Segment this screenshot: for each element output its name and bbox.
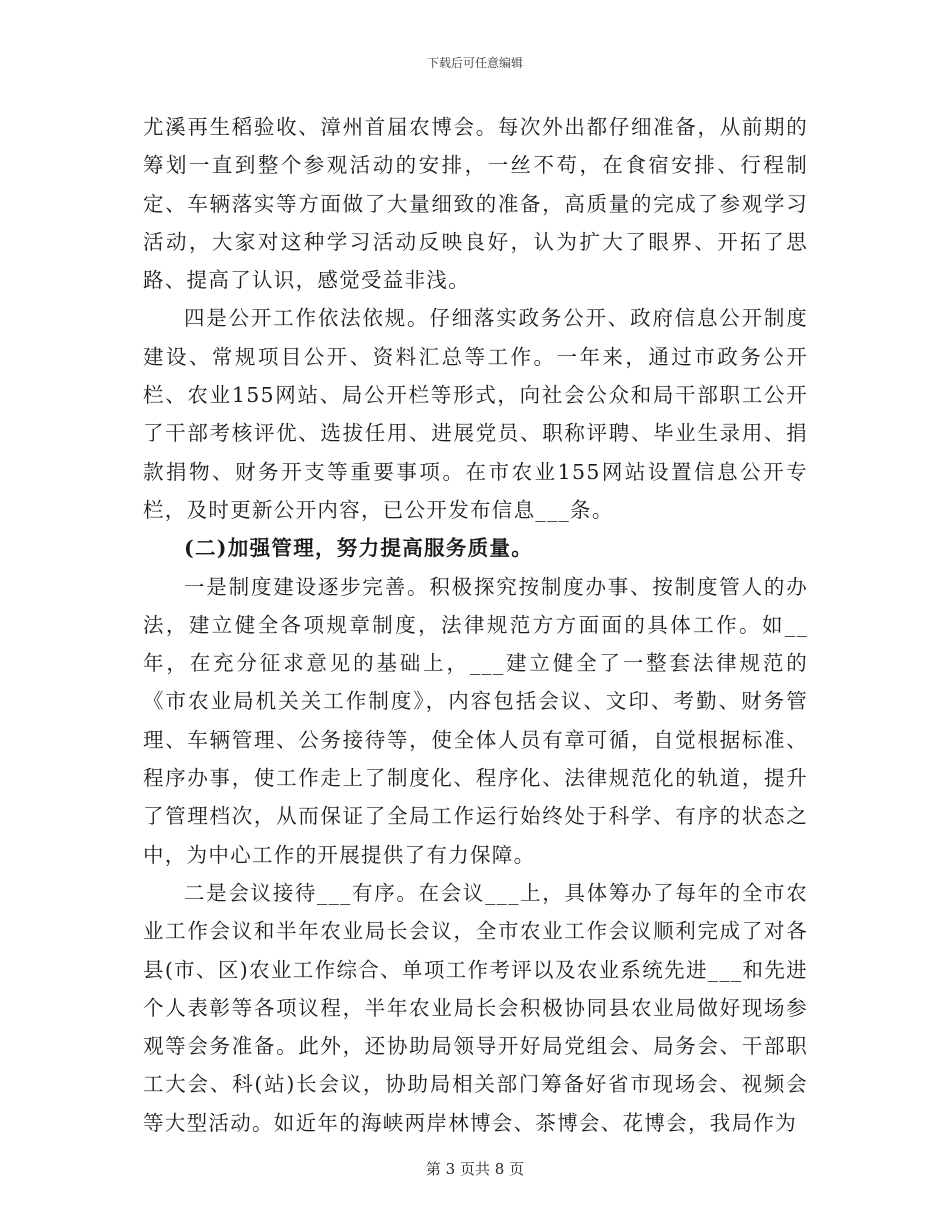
page-header: 下载后可任意编辑: [426, 56, 523, 70]
paragraph-4: 二是会议接待___有序。在会议___上，具体筹办了每年的全市农业工作会议和半年农业局长会议，全市农业工作会议顺利完成了对各县(市、区)农业工作综合、单项工作考评以及农业系统先进___和先进个人表彰等各项议程，半年农业局长会积极协同县农业局做好现场参观等会务准备。此外，还协助局领导开好局党组会、局务会、干部职工大会、科(站)长会议，协助局相关部门筹备好省市现场会、视频会等大型活动。如近年的海峡两岸林博会、茶博会、花博会，我局作为: [143, 880, 808, 1135]
document-body: [143, 108, 808, 1142]
paragraph-2: 四是公开工作依法依规。仔细落实政务公开、政府信息公开制度建设、常规项目公开、资料汇总等工作。一年来，通过市政务公开栏、农业155网站、局公开栏等形式，向社会公众和局干部职工公开了干部考核评优、选拔任用、进展党员、职称评聘、毕业生录用、捐款捐物、财务开支等重要事项。在市农业155网站设置信息公开专栏，及时更新公开内容，已公开发布信息___条。: [143, 306, 808, 522]
paragraph-3: 一是制度建设逐步完善。积极探究按制度办事、按制度管人的办法，建立健全各项规章制度，法律规范方方面面的具体工作。如__年，在充分征求意见的基础上，___建立健全了一整套法律规范的《市农业局机关关工作制度》，内容包括会议、文印、考勤、财务管理、车辆管理、公务接待等，使全体人员有章可循，自觉根据标准、程序办事，使工作走上了制度化、程序化、法律规范化的轨道，提升了管理档次，从而保证了全局工作运行始终处于科学、有序的状态之中，为中心工作的开展提供了有力保障。: [143, 574, 808, 867]
paragraph-1: 尤溪再生稻验收、漳州首届农博会。每次外出都仔细准备，从前期的筹划一直到整个参观活动的安排，一丝不苟，在食宿安排、行程制定、车辆落实等方面做了大量细致的准备，高质量的完成了参观学习活动，大家对这种学习活动反映良好，认为扩大了眼界、开拓了思路、提高了认识，感觉受益非浅。: [143, 115, 808, 293]
page-footer: 第 3 页共 8 页: [425, 1160, 525, 1178]
section-heading: (二)加强管理，努力提高服务质量。: [184, 536, 533, 561]
